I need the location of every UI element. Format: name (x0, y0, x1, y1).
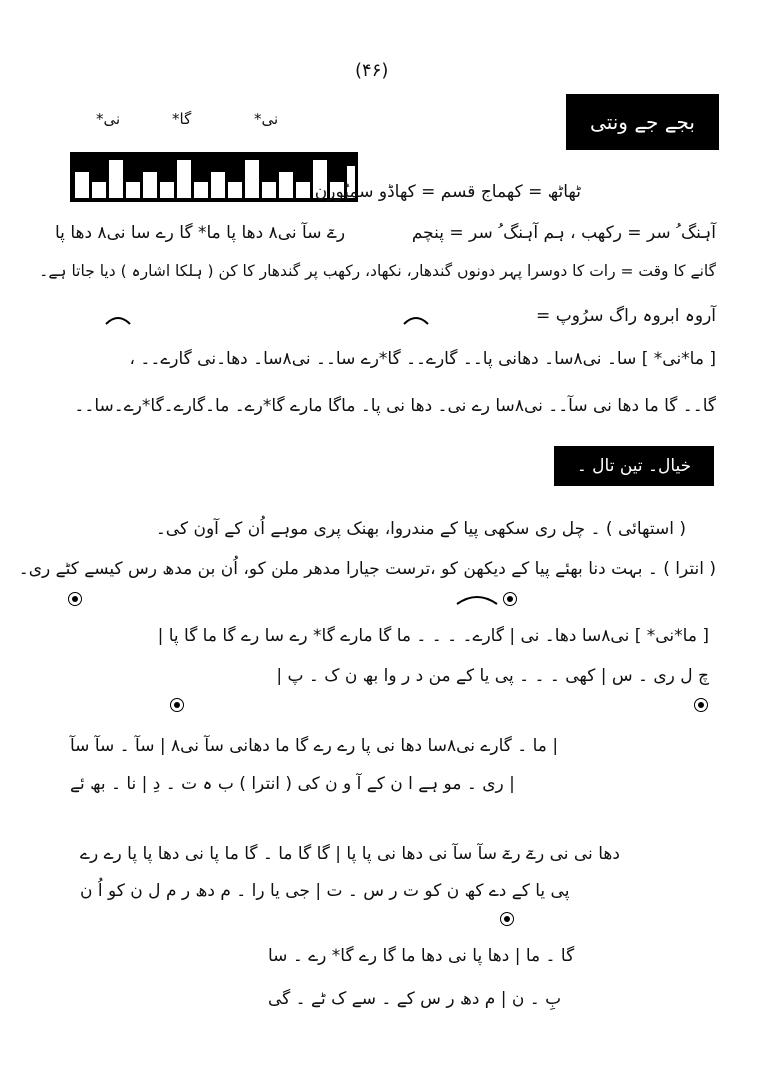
keyboard-label-ni-left: نی* (96, 110, 121, 128)
thaat-line: ٹھاٹھ = کھماج قسم = کھاڈو سمپُورن (314, 182, 581, 202)
sam-mark (170, 698, 184, 712)
notation-words-1: چ ل ری ۔ س | کھی ۔ ۔ ۔ پی یا کے من د ر وا بھ ن ک ۔ پ | (276, 666, 709, 686)
notation-sargam-4: گا ۔ ما | دھا پا نی دھا ما گا رے گا* رے ۔ سا (268, 946, 575, 966)
section-title: خیال۔ تین تال ۔ (554, 446, 714, 486)
aroh-avroh-label: آروہ ابروہ راگ سرُوپ = (536, 306, 716, 326)
notation-sargam-1: [ ما*نی* ] نی۸سا دھا۔ نی | گارے۔ ۔ ۔ ۔ ما گا مارے گا* رے سا رے گا ما گا پا | (157, 626, 709, 646)
notation-sargam-2: | ما ۔ گارے نی۸سا دھا نی پا رے رے گا ما دھانی سآ نی۸ | سآ ۔ سآ سآ (70, 736, 559, 756)
sam-mark (500, 912, 514, 926)
swaroop-line-2: گا۔۔ گا ما دھا نی سآ۔۔ نی۸سا رے نی۔ دھا نی پا۔ ماگا مارے گا*رے۔ ما۔گارے۔گا*رے۔سا۔۔ (74, 396, 716, 416)
keyboard-label-ni-right: نی* (254, 110, 279, 128)
arc-mark (104, 312, 132, 326)
notation-words-3: پی یا کے دے کھ ن کو ت ر س ۔ ت | جی یا را ۔ م دھ ر م ل ن کو اُ ن (80, 881, 570, 901)
notation-words-2: | ری ۔ مو ہے ا ن کے آ و ن کی ( انترا ) ب ہ ت ۔ دِ | نا ۔ بھ ئے (70, 774, 515, 794)
sam-mark (694, 698, 708, 712)
arc-mark (402, 312, 430, 326)
swaroop-line-1: [ ما*نی* ] سا۔ نی۸سا۔ دھانی پا۔۔ گارے۔۔ گا*رے سا۔۔ نی۸سا۔ دھا۔نی گارے۔۔ ، (129, 349, 716, 369)
arc-mark (455, 592, 499, 606)
sthai-bol: ( استھائی ) ۔ چل ری سکھی پیا کے مندروا، بھنک پری موہے اُن کے آون کی۔ (155, 519, 686, 539)
page-number: (۴۶) (355, 60, 389, 81)
notation-words-4: بِ ۔ ن | م دھ ر س کے ۔ سے ک ٹے ۔ گی (268, 989, 562, 1009)
swar-line-left: رےٓ سآ نی۸ دھا پا ما* گا رے سا نی۸ دھا پا (55, 223, 346, 243)
swar-line-right: آہنگ ُ سر = رکھب ، ہم آہنگ ُ سر = پنچم (411, 223, 716, 243)
antara-bol: ( انترا ) ۔ بہت دنا بھئے پیا کے دیکھن کو ،ترست جیارا مدھر ملن کو، اُن بن مدھ رس کیسے کٹے ری۔ (18, 559, 716, 579)
raag-title: بجے جے ونتی (566, 94, 719, 150)
keyboard-label-ga: گا* (172, 110, 192, 128)
gane-ka-waqt: گانے کا وقت = رات کا دوسرا پہر دونوں گندھار، نکھاد، رکھب پر گندھار کا کن ( ہلکا اشارہ ) دیا جاتا ہے۔ (39, 262, 716, 280)
sam-mark (68, 592, 82, 606)
sam-mark (503, 592, 517, 606)
notation-sargam-3: دھا نی نی رےٓ رےٓ سآ سآ نی دھا نی پا پا | گا گا ما ۔ گا ما پا نی دھا پا پا رے رے (80, 844, 620, 864)
